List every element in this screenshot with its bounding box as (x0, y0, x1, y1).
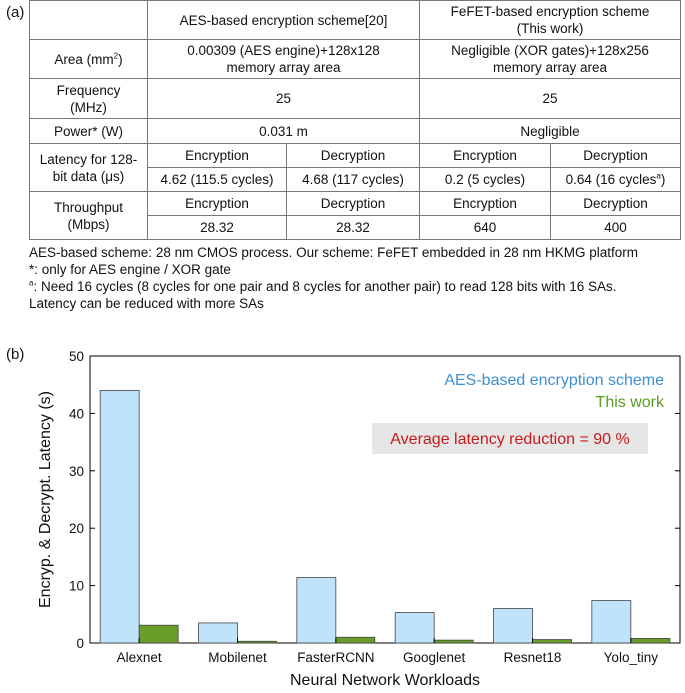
latency-aes-enc: 4.62 (115.5 cycles) (148, 168, 287, 192)
y-tick-label: 50 (68, 349, 84, 364)
table-notes (29, 244, 684, 312)
latency-aes-dec-head: Decryption (287, 144, 420, 168)
note-line-2: *: only for AES engine / XOR gate (29, 262, 231, 277)
throughput-aes-dec: 28.32 (287, 216, 420, 240)
legend-aes: AES-based encryption scheme (444, 372, 664, 389)
annotation-text: Average latency reduction = 90 % (390, 431, 630, 448)
y-tick-label: 20 (68, 521, 84, 537)
frequency-label: Frequency (MHz) (30, 79, 148, 119)
latency-bar-chart (0, 340, 685, 693)
area-aes: 0.00309 (AES engine)+128x128 memory array area (148, 40, 420, 79)
throughput-fefet-dec: 400 (551, 216, 681, 240)
bar-this-work-mobilenet (238, 641, 277, 643)
latency-aes-dec: 4.68 (117 cycles) (287, 168, 420, 192)
frequency-aes: 25 (148, 79, 420, 119)
table-row-throughput-sub (30, 192, 681, 216)
bar-this-work-googlenet (434, 640, 473, 643)
table-row-frequency (30, 79, 681, 119)
table-row-area (30, 40, 681, 79)
x-tick-label: Mobilenet (208, 650, 267, 665)
x-tick-label: FasterRCNN (297, 650, 375, 665)
latency-label: Latency for 128- bit data (μs) (30, 144, 148, 192)
panel-a-label: (a) (6, 4, 25, 21)
throughput-fefet-enc: 640 (420, 216, 551, 240)
bar-aes-alexnet (100, 390, 139, 643)
latency-fefet-dec-head: Decryption (551, 144, 681, 168)
x-tick-label: Resnet18 (503, 650, 562, 665)
frequency-fefet: 25 (420, 79, 681, 119)
header-empty-cell (30, 1, 148, 40)
power-aes: 0.031 m (148, 119, 420, 144)
area-label: Area $(mm^2)$ (30, 40, 148, 79)
x-tick-label: Googlenet (403, 650, 466, 665)
bar-aes-mobilenet (199, 623, 238, 643)
table-header-row (30, 1, 681, 40)
table-row-latency-sub (30, 144, 681, 168)
bar-this-work-fasterrcnn (336, 637, 375, 643)
note-line-1: AES-based scheme: 28 nm CMOS process. Our scheme: FeFET embedded in 28 nm HKMG platform (29, 245, 638, 260)
header-fefet: FeFET-based encryption scheme (This work) (420, 1, 681, 40)
throughput-aes-enc-head: Encryption (148, 192, 287, 216)
x-tick-label: Yolo_tiny (603, 650, 658, 665)
x-axis-label: Neural Network Workloads (290, 672, 480, 689)
bar-this-work-alexnet (139, 625, 178, 643)
panel-b-label: (b) (6, 346, 25, 363)
y-axis-label: Encryp. & Decrypt. Latency (s) (37, 391, 54, 608)
throughput-aes-enc: 28.32 (148, 216, 287, 240)
plot-frame (90, 356, 680, 643)
y-tick-label: 10 (68, 578, 84, 594)
latency-aes-enc-head: Encryption (148, 144, 287, 168)
bar-this-work-yolo_tiny (631, 638, 670, 643)
bar-aes-yolo_tiny (592, 601, 631, 643)
area-fefet: Negligible (XOR gates)+128x256 memory array area (420, 40, 681, 79)
comparison-table (29, 0, 681, 240)
x-tick-label: Alexnet (116, 650, 162, 665)
bar-aes-googlenet (395, 613, 434, 643)
note-line-4: Latency can be reduced with more SAs (29, 296, 264, 311)
header-aes: AES-based encryption scheme[20] (148, 1, 420, 40)
latency-fefet-enc-head: Encryption (420, 144, 551, 168)
bar-aes-fasterrcnn (297, 578, 336, 643)
note-line-3: $^a$: Need 16 cycles (8 cycles for one pair and 8 cycles for another pair) to read 128 bits with 16 SAs. (29, 278, 617, 294)
power-label: Power* (W) (30, 119, 148, 144)
throughput-fefet-dec-head: Decryption (551, 192, 681, 216)
bar-aes-resnet18 (494, 609, 533, 643)
throughput-aes-dec-head: Decryption (287, 192, 420, 216)
latency-fefet-enc: 0.2 (5 cycles) (420, 168, 551, 192)
bar-this-work-resnet18 (533, 640, 572, 643)
y-tick-label: 40 (68, 406, 84, 422)
legend-this-work: This work (595, 394, 664, 411)
latency-fefet-dec: 0.64 (16 cycles$^a$) (551, 168, 681, 192)
throughput-fefet-enc-head: Encryption (420, 192, 551, 216)
table-row-power (30, 119, 681, 144)
y-tick-label: 0 (76, 636, 84, 651)
y-tick-label: 30 (68, 463, 84, 479)
power-fefet: Negligible (420, 119, 681, 144)
throughput-label: Throughput (Mbps) (30, 192, 148, 240)
